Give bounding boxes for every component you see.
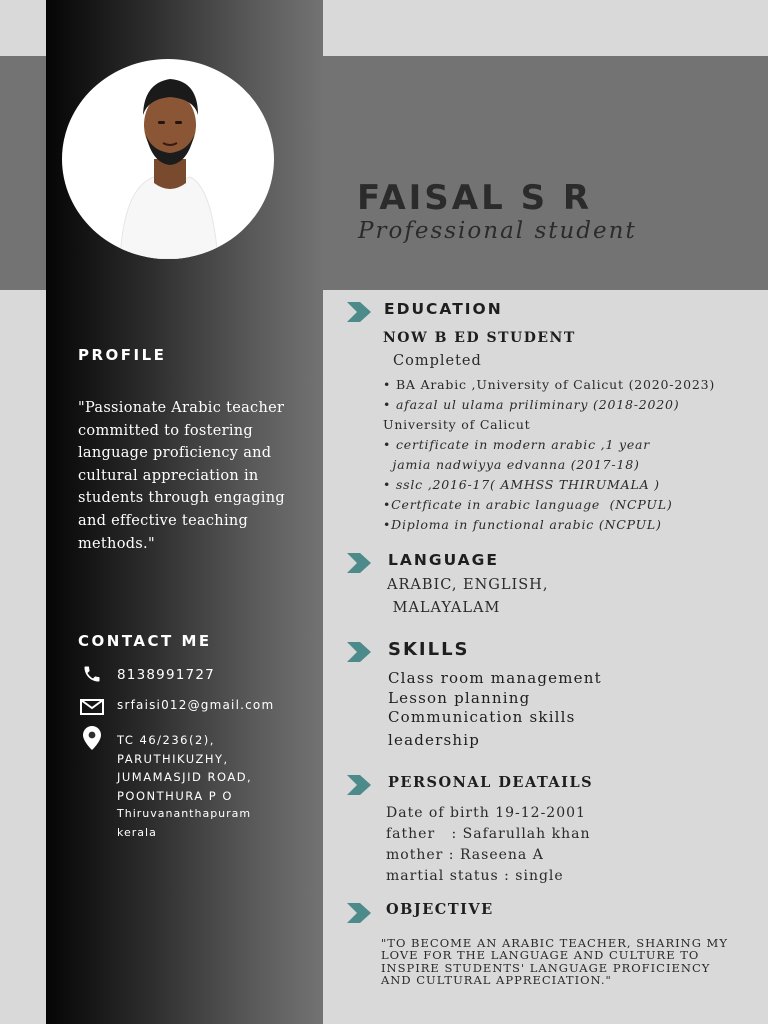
education-item: jamia nadwiyya edvanna (2017-18) (383, 457, 640, 472)
contact-heading: CONTACT ME (78, 632, 212, 650)
location-pin-icon (83, 726, 101, 754)
personal-heading: PERSONAL DEATAILS (388, 774, 594, 791)
chevron-arrow-icon (347, 302, 371, 322)
language-line: MALAYALAM (387, 600, 501, 616)
education-item: • sslc ,2016-17( AMHSS THIRUMALA ) (383, 477, 660, 492)
personal-detail: martial status : single (386, 868, 564, 884)
chevron-arrow-icon (347, 642, 371, 662)
profile-text: "Passionate Arabic teacher committed to fostering language proficiency and cultural appreciation in students through engaging and effective teaching methods." (78, 400, 285, 552)
objective-text: "TO BECOME AN ARABIC TEACHER, SHARING MY LOVE FOR THE LANGUAGE AND CULTURE TO INSPIRE STUDENTS' LANGUAGE PROFICIENCY AND CULTURAL APPRECIATION." (381, 936, 728, 988)
personal-detail: Date of birth 19-12-2001 (386, 805, 586, 821)
education-item: University of Calicut (383, 417, 531, 432)
email-icon (80, 699, 104, 719)
address-line: PARUTHIKUZHY, (117, 751, 229, 766)
skills-heading: SKILLS (388, 639, 470, 660)
personal-detail: father : Safarullah khan (386, 826, 591, 842)
education-item: •Diploma in functional arabic (NCPUL) (383, 517, 662, 532)
personal-detail: mother : Raseena A (386, 847, 544, 863)
chevron-arrow-icon (347, 775, 371, 795)
objective-heading: OBJECTIVE (386, 901, 494, 918)
education-item: • afazal ul ulama priliminary (2018-2020) (383, 397, 680, 412)
language-line: ARABIC, ENGLISH, (387, 577, 549, 593)
education-subheading: NOW B ED STUDENT (383, 330, 576, 346)
profile-photo (62, 59, 274, 259)
skill-item: Communication skills (388, 708, 576, 726)
education-list (383, 375, 715, 535)
skills-list (388, 669, 602, 750)
address-line: JUMAMASJID ROAD, (117, 770, 253, 784)
skill-item: Lesson planning (388, 688, 531, 707)
address-line: POONTHURA P O (117, 788, 233, 803)
education-item: • certificate in modern arabic ,1 year (383, 437, 651, 452)
address-line: kerala (117, 825, 157, 839)
phone-icon (82, 664, 102, 688)
chevron-arrow-icon (347, 553, 371, 573)
language-heading: LANGUAGE (388, 551, 499, 569)
person-subtitle: Professional student (358, 218, 637, 244)
person-photo-illustration (62, 59, 274, 259)
education-item: • BA Arabic ,University of Calicut (2020-2023) (383, 377, 716, 392)
skill-item: leadership (388, 730, 481, 749)
address-line: TC 46/236(2), (117, 733, 215, 747)
personal-details-list (386, 803, 590, 887)
address-line: Thiruvananthapuram (117, 807, 252, 820)
education-completed: Completed (393, 353, 482, 369)
chevron-arrow-icon (347, 903, 371, 923)
profile-heading: PROFILE (78, 346, 167, 364)
person-name: FAISAL S R (357, 178, 593, 218)
email-address: srfaisi012@gmail.com (117, 698, 275, 712)
education-heading: EDUCATION (384, 300, 503, 318)
skill-item: Class room management (388, 669, 602, 687)
education-item: •Certficate in arabic language (NCPUL) (383, 497, 673, 512)
address-block (117, 731, 252, 842)
phone-number: 8138991727 (117, 667, 215, 683)
